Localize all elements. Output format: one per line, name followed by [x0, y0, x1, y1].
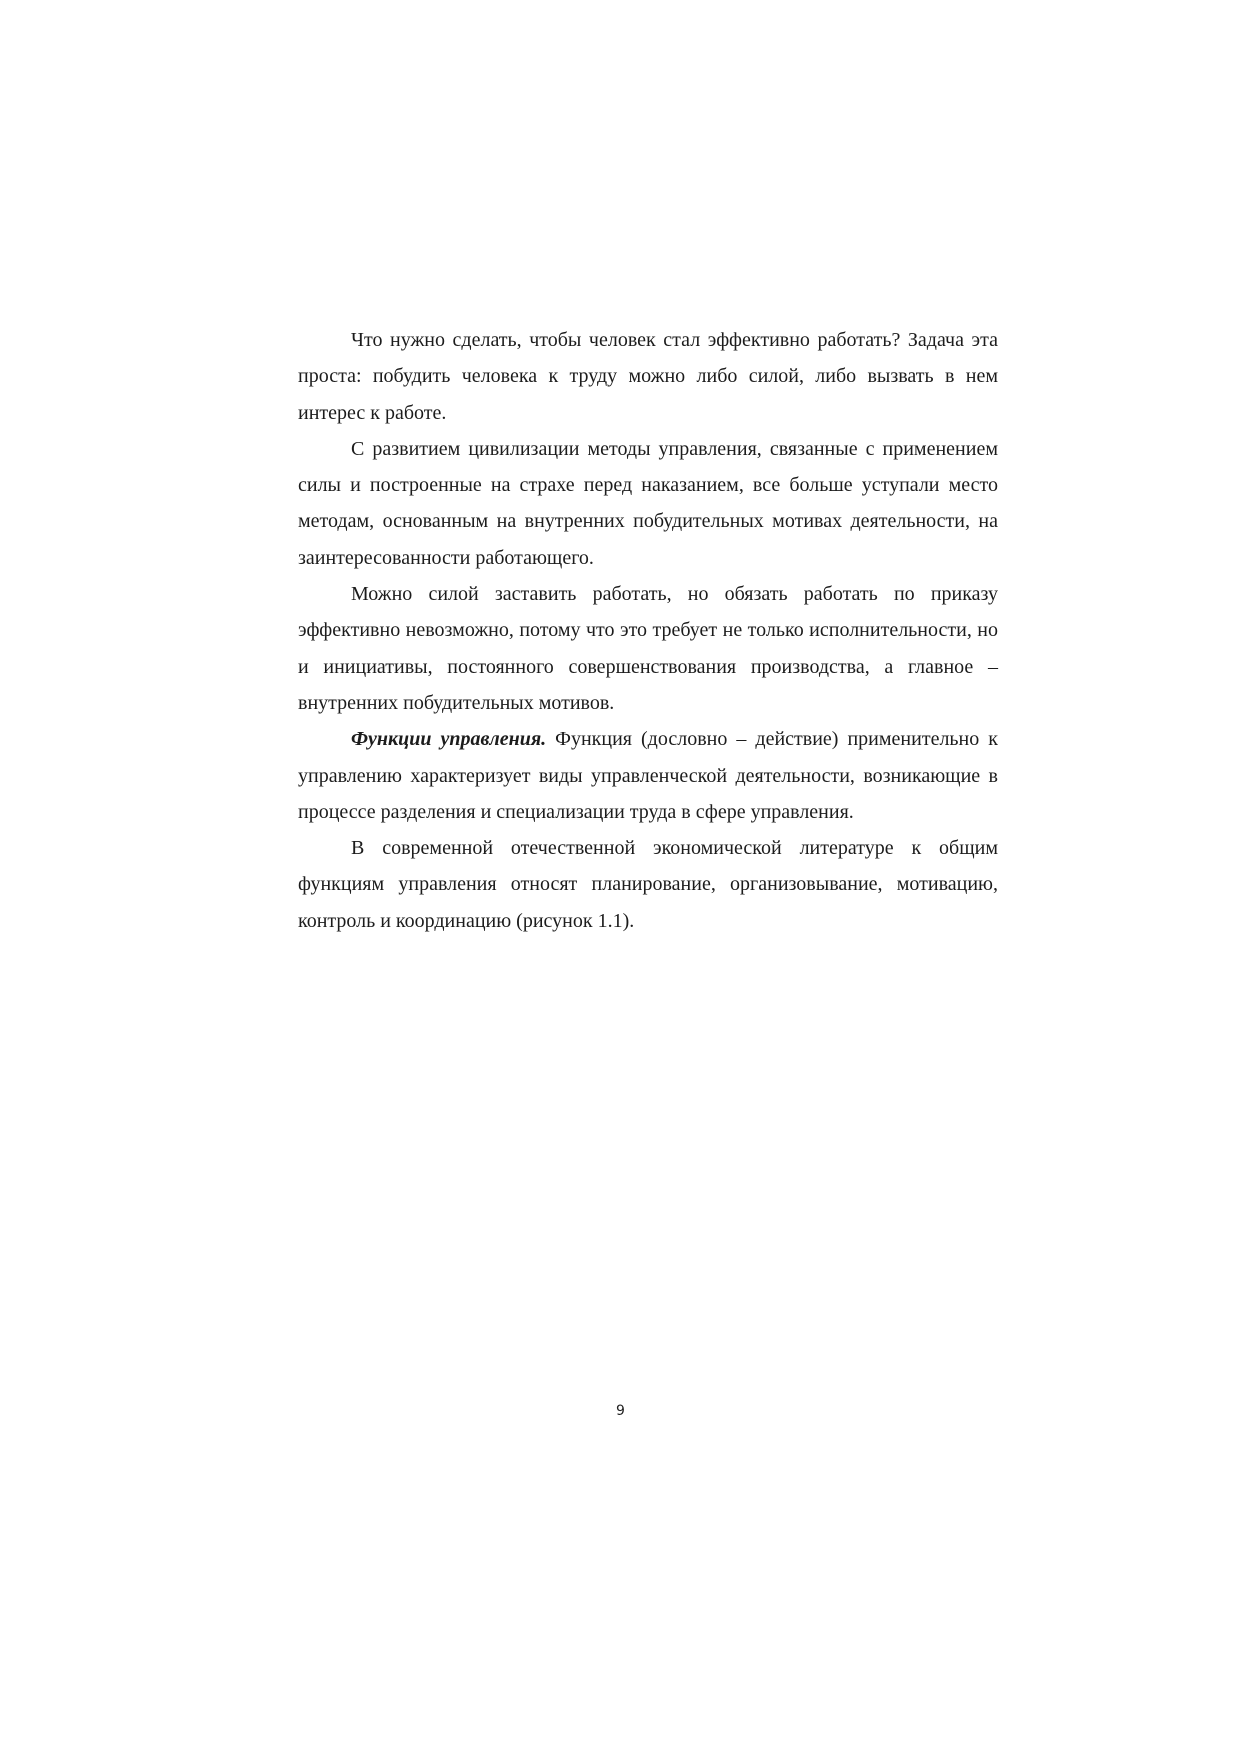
paragraph-5-text: В современной отечественной экономической литературе к общим функциям управления относят планирование, организовывание, мотивацию, контроль и координацию (рисунок 1.1). — [298, 837, 998, 932]
paragraph-2-text: С развитием цивилизации методы управления, связанные с применением силы и построенные на страхе перед наказанием, все больше уступали место методам, основанным на внутренних побудительных мотивах деятельности, на заинтересованности работающего. — [298, 437, 998, 569]
section-lead-heading: Функции управления. — [351, 728, 547, 751]
paragraph-2 — [298, 431, 998, 576]
paragraph-4-text: Функция (дословно – действие) применительно к управлению характеризует виды управленческой деятельности, возникающие в процессе разделения и специализации труда в сфере управления. — [298, 728, 998, 823]
body-text — [298, 322, 998, 939]
paragraph-4 — [298, 721, 998, 830]
paragraph-3-text: Можно силой заставить работать, но обязать работать по приказу эффективно невозможно, потому что это требует не только исполнительности, но и инициативы, постоянного совершенствования производства, а главное – внутренних побудительных мотивов. — [298, 583, 998, 714]
paragraph-3 — [298, 576, 998, 721]
paragraph-1 — [298, 322, 998, 431]
paragraph-5 — [298, 830, 998, 939]
page-number: 9 — [616, 1403, 625, 1419]
paragraph-1-text: Что нужно сделать, чтобы человек стал эффективно работать? Задача эта проста: побудить человека к труду можно либо силой, либо вызвать в нем интерес к работе. — [298, 329, 998, 424]
